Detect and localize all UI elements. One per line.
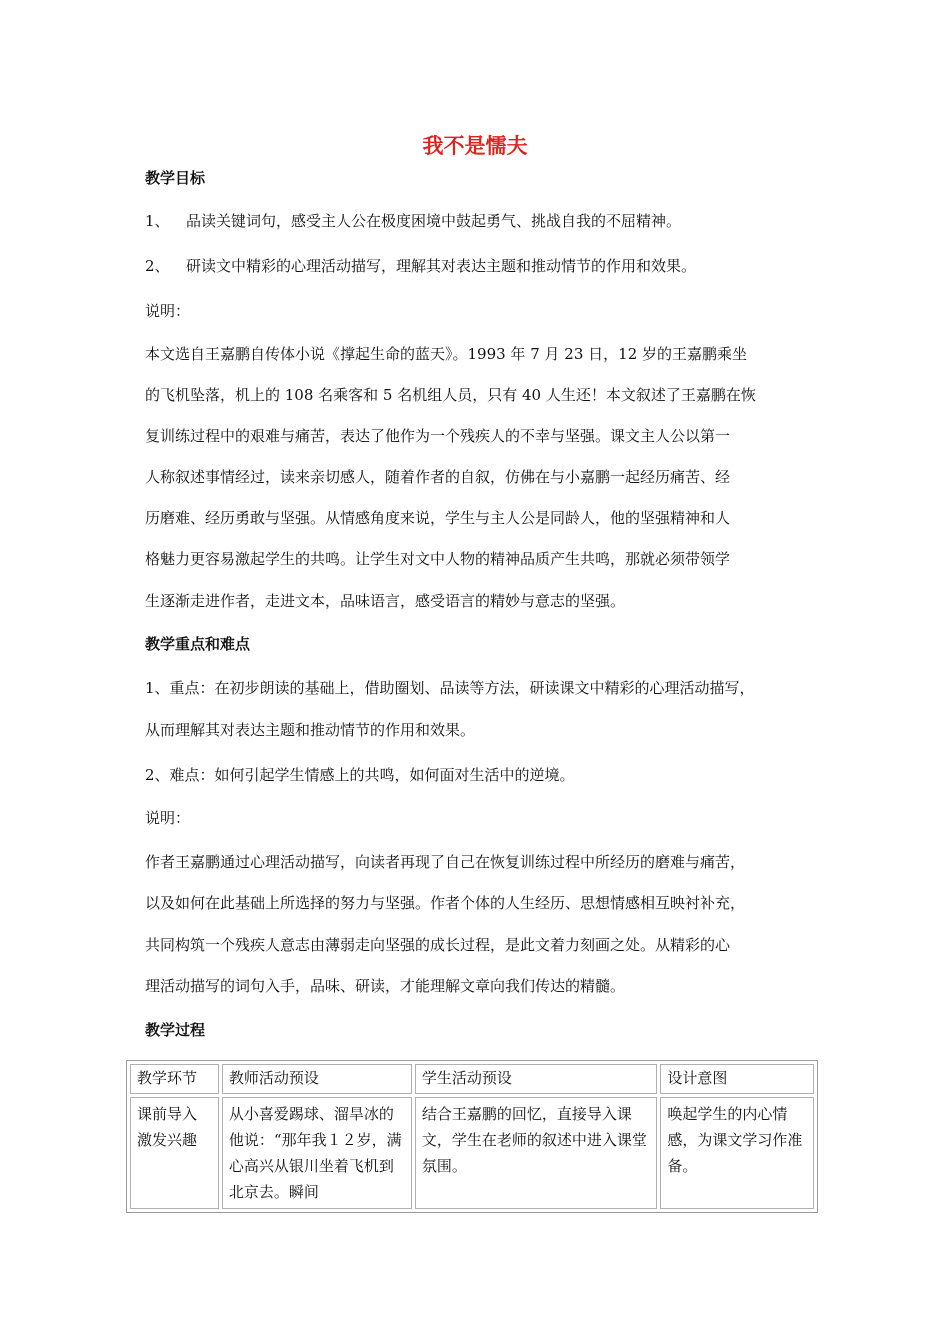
goals-note-line: 历磨难、经历勇敢与坚强。从情感角度来说，学生与主人公是同龄人，他的坚强精神和人 xyxy=(145,509,731,527)
cell-teacher xyxy=(222,1097,412,1209)
column-header: 教学环节 xyxy=(130,1064,219,1094)
cell-student xyxy=(415,1097,658,1209)
key-line: 2、难点：如何引起学生情感上的共鸣，如何面对生活中的逆境。 xyxy=(145,766,575,784)
process-table xyxy=(126,1060,818,1213)
goals-note-label: 说明： xyxy=(145,302,191,320)
cell-intent-text: 唤起学生的内心情感，为课文学习作准备。 xyxy=(667,1105,803,1175)
key-note-line: 作者王嘉鹏通过心理活动描写，向读者再现了自己在恢复训练过程中所经历的磨难与痛苦， xyxy=(145,853,746,871)
document-title: 我不是懦夫 xyxy=(422,134,528,158)
key-note-line: 共同构筑一个残疾人意志由薄弱走向坚强的成长过程，是此文着力刻画之处。从精彩的心 xyxy=(145,936,731,954)
key-note-line: 理活动描写的词句入手，品味、研读，才能理解文章向我们传达的精髓。 xyxy=(145,977,626,995)
goals-note-line: 格魅力更容易激起学生的共鸣。让学生对文中人物的精神品质产生共鸣，那就必须带领学 xyxy=(145,550,731,568)
cell-teacher-text: 从小喜爱踢球、溜旱冰的他说：“那年我１２岁，满心高兴从银川坐着飞机到北京去。瞬间 xyxy=(228,1105,402,1201)
table-header-row xyxy=(130,1064,814,1094)
goals-note-line: 本文选自王嘉鹏自传体小说《撑起生命的蓝天》。1993 年 7 月 23 日，12 岁的王嘉鹏乘坐 xyxy=(145,345,748,363)
cell-stage-text: 课前导入激发兴趣 xyxy=(137,1105,198,1149)
goals-note-line: 生逐渐走进作者，走进文本，品味语言，感受语言的精妙与意志的坚强。 xyxy=(145,592,626,610)
key-line: 1、重点：在初步朗读的基础上，借助圈划、品读等方法，研读课文中精彩的心理活动描写， xyxy=(145,679,755,697)
column-header: 教师活动预设 xyxy=(222,1064,412,1094)
column-header: 设计意图 xyxy=(660,1064,814,1094)
table-row xyxy=(130,1097,814,1209)
key-line: 从而理解其对表达主题和推动情节的作用和效果。 xyxy=(145,721,476,739)
goal-1-text: 品读关键词句，感受主人公在极度困境中鼓起勇气、挑战自我的不屈精神。 xyxy=(186,212,682,230)
cell-intent xyxy=(660,1097,814,1209)
cell-student-text: 结合王嘉鹏的回忆，直接导入课文，学生在老师的叙述中进入课堂氛围。 xyxy=(421,1105,647,1175)
goal-2-text: 研读文中精彩的心理活动描写，理解其对表达主题和推动情节的作用和效果。 xyxy=(186,257,697,275)
goals-note-line: 人称叙述事情经过，读来亲切感人，随着作者的自叙，仿佛在与小嘉鹏一起经历痛苦、经 xyxy=(145,468,731,486)
goal-2-number: 2、 xyxy=(145,257,170,275)
goals-note-line: 复训练过程中的艰难与痛苦，表达了他作为一个残疾人的不幸与坚强。课文主人公以第一 xyxy=(145,427,731,445)
cell-stage xyxy=(130,1097,219,1209)
goal-1-number: 1、 xyxy=(145,212,170,230)
heading-goals: 教学目标 xyxy=(145,169,206,187)
goals-note-line: 的飞机坠落，机上的 108 名乘客和 5 名机组人员，只有 40 人生还！本文叙述了王嘉鹏在恢 xyxy=(145,386,756,404)
key-note-label: 说明： xyxy=(145,809,191,827)
key-note-line: 以及如何在此基础上所选择的努力与坚强。作者个体的人生经历、思想情感相互映衬补充， xyxy=(145,894,746,912)
column-header: 学生活动预设 xyxy=(415,1064,658,1094)
heading-key-points: 教学重点和难点 xyxy=(145,635,251,653)
heading-process: 教学过程 xyxy=(145,1021,206,1039)
